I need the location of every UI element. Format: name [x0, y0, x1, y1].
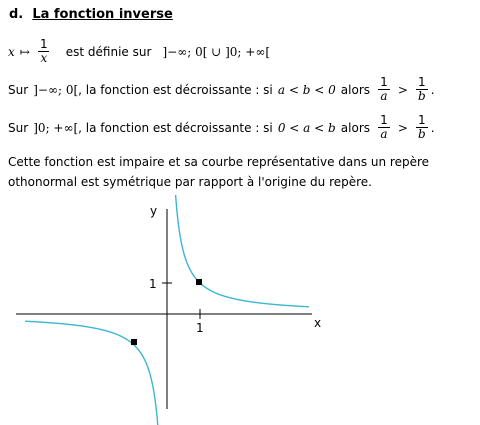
- period: .: [430, 121, 435, 135]
- sur-label: Sur: [8, 121, 29, 135]
- decreasing-text: , la fonction est décroissante : si: [78, 121, 273, 135]
- x-tick-label: 1: [196, 321, 204, 335]
- y-axis-label: y: [150, 204, 158, 218]
- greater-than-symbol: >: [397, 83, 408, 97]
- x-axis-label: x: [314, 316, 322, 330]
- fraction-denominator: a: [380, 89, 388, 103]
- section-title: [9, 7, 173, 22]
- section-heading: La fonction inverse: [32, 7, 173, 22]
- definition-line: [8, 38, 270, 65]
- negative-interval-line: [8, 76, 435, 103]
- fraction-one-over-b: [416, 114, 428, 141]
- definition-text: est définie sur: [65, 45, 152, 59]
- maps-to-symbol: ↦: [19, 45, 30, 59]
- y-tick-label: 1: [149, 277, 157, 291]
- section-letter: d.: [9, 7, 24, 22]
- paragraph-line: Cette fonction est impaire et sa courbe représentative dans un repère: [8, 155, 430, 169]
- curve-negative-branch: [25, 321, 161, 425]
- interval-positive: ]0; +∞[: [33, 121, 79, 135]
- inequality-condition: 0 < a < b: [277, 121, 336, 135]
- fraction-denominator: b: [418, 127, 426, 141]
- definition-domain: ]−∞; 0[ ∪ ]0; +∞[: [162, 45, 270, 59]
- point-1-1: [196, 279, 202, 285]
- point-minus1-minus1: [131, 339, 137, 345]
- alors-label: alors: [340, 121, 371, 135]
- fraction-numerator: 1: [40, 37, 48, 51]
- interval-negative: ]−∞; 0[: [33, 83, 79, 97]
- fraction-denominator: b: [418, 89, 426, 103]
- fraction-numerator: 1: [380, 113, 388, 127]
- fraction-one-over-b: [416, 76, 428, 103]
- decreasing-text: , la fonction est décroissante : si: [78, 83, 273, 97]
- fraction-one-over-a: [378, 76, 390, 103]
- fraction-one-over-a: [378, 114, 390, 141]
- inequality-condition: a < b < 0: [277, 83, 336, 97]
- period: .: [430, 83, 435, 97]
- greater-than-symbol: >: [397, 121, 408, 135]
- positive-interval-line: [8, 114, 435, 141]
- sur-label: Sur: [8, 83, 29, 97]
- paragraph-line: othonormal est symétrique par rapport à l'origine du repère.: [8, 175, 372, 189]
- curve-positive-branch: [173, 195, 309, 307]
- fraction-numerator: 1: [418, 113, 426, 127]
- fraction-numerator: 1: [418, 75, 426, 89]
- fraction-one-over-x: [38, 38, 50, 65]
- fraction-numerator: 1: [380, 75, 388, 89]
- alors-label: alors: [340, 83, 371, 97]
- fraction-denominator: x: [40, 51, 48, 65]
- inverse-function-graph: [0, 195, 480, 425]
- fraction-denominator: a: [380, 127, 388, 141]
- symmetry-paragraph: [8, 152, 429, 192]
- map-variable: x: [8, 45, 15, 59]
